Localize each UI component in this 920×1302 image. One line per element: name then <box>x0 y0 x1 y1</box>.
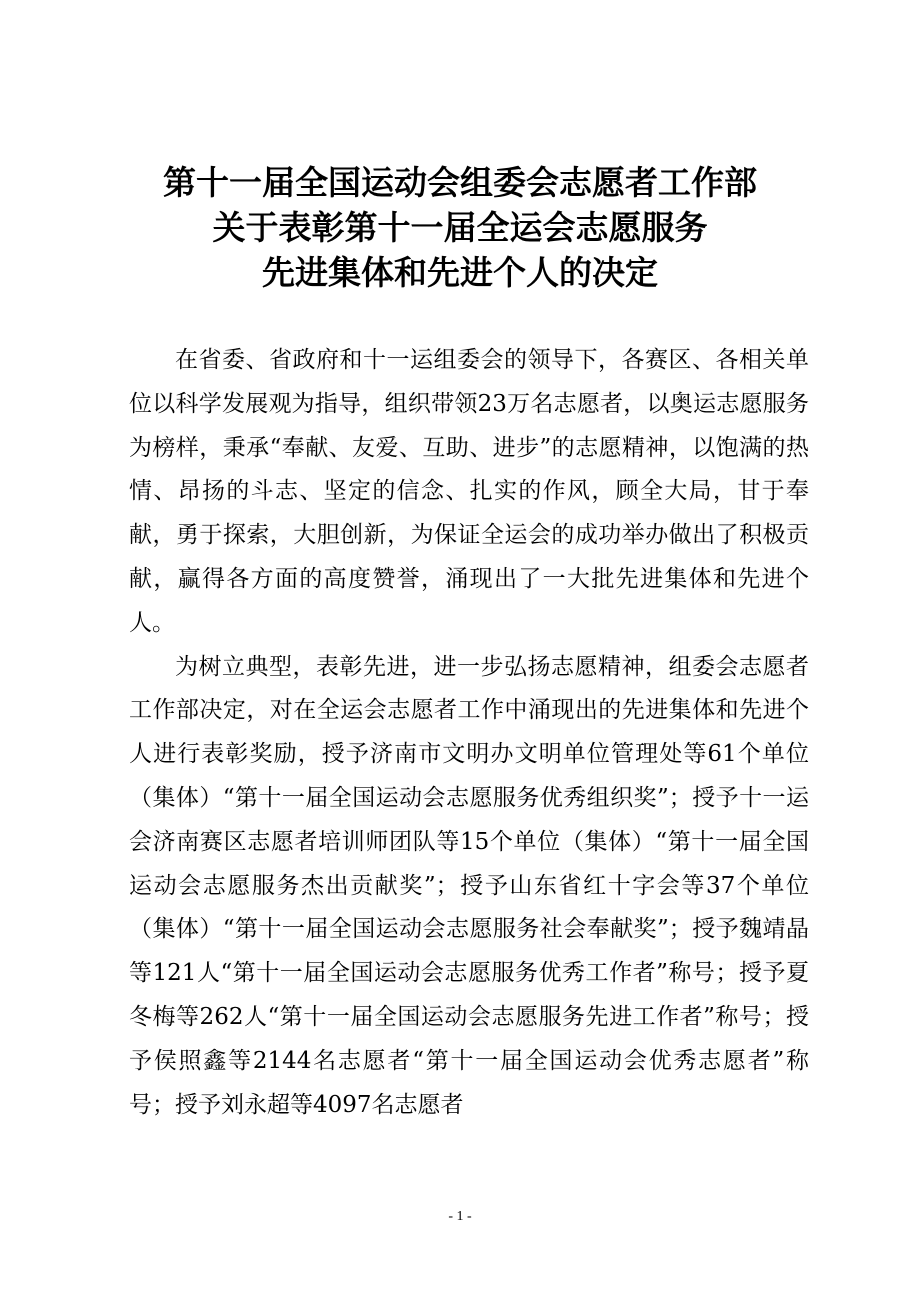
title-line-1: 第十一届全国运动会组委会志愿者工作部 <box>163 163 757 202</box>
title-line-2: 关于表彰第十一届全运会志愿服务 <box>212 208 708 247</box>
page-number: - 1 - <box>448 1209 472 1224</box>
document-body <box>129 339 809 1127</box>
title-line-3: 先进集体和先进个人的决定 <box>262 253 658 292</box>
document-title <box>100 160 820 295</box>
body-paragraph-2: 为树立典型，表彰先进，进一步弘扬志愿精神，组委会志愿者工作部决定，对在全运会志愿者工作中涌现出的先进集体和先进个人进行表彰奖励，授予济南市文明办文明单位管理处等61个单位（集体）“第十一届全国运动会志愿服务优秀组织奖”；授予十一运会济南赛区志愿者培训师团队等15个单位（集体）“第十一届全国运动会志愿服务杰出贡献奖”；授予山东省红十字会等37个单位（集体）“第十一届全国运动会志愿服务社会奉献奖”；授予魏靖晶等121人“第十一届全国运动会志愿服务优秀工作者”称号；授予夏冬梅等262人“第十一届全国运动会志愿服务先进工作者”称号；授予侯照鑫等2144名志愿者“第十一届全国运动会优秀志愿者”称号；授予刘永超等4097名志愿者 <box>129 653 809 1118</box>
body-paragraph-1: 在省委、省政府和十一运组委会的领导下，各赛区、各相关单位以科学发展观为指导，组织带领23万名志愿者，以奥运志愿服务为榜样，秉承“奉献、友爱、互助、进步”的志愿精神，以饱满的热情、昂扬的斗志、坚定的信念、扎实的作风，顾全大局，甘于奉献，勇于探索，大胆创新，为保证全运会的成功举办做出了积极贡献，赢得各方面的高度赞誉，涌现出了一大批先进集体和先进个人。 <box>129 347 809 636</box>
